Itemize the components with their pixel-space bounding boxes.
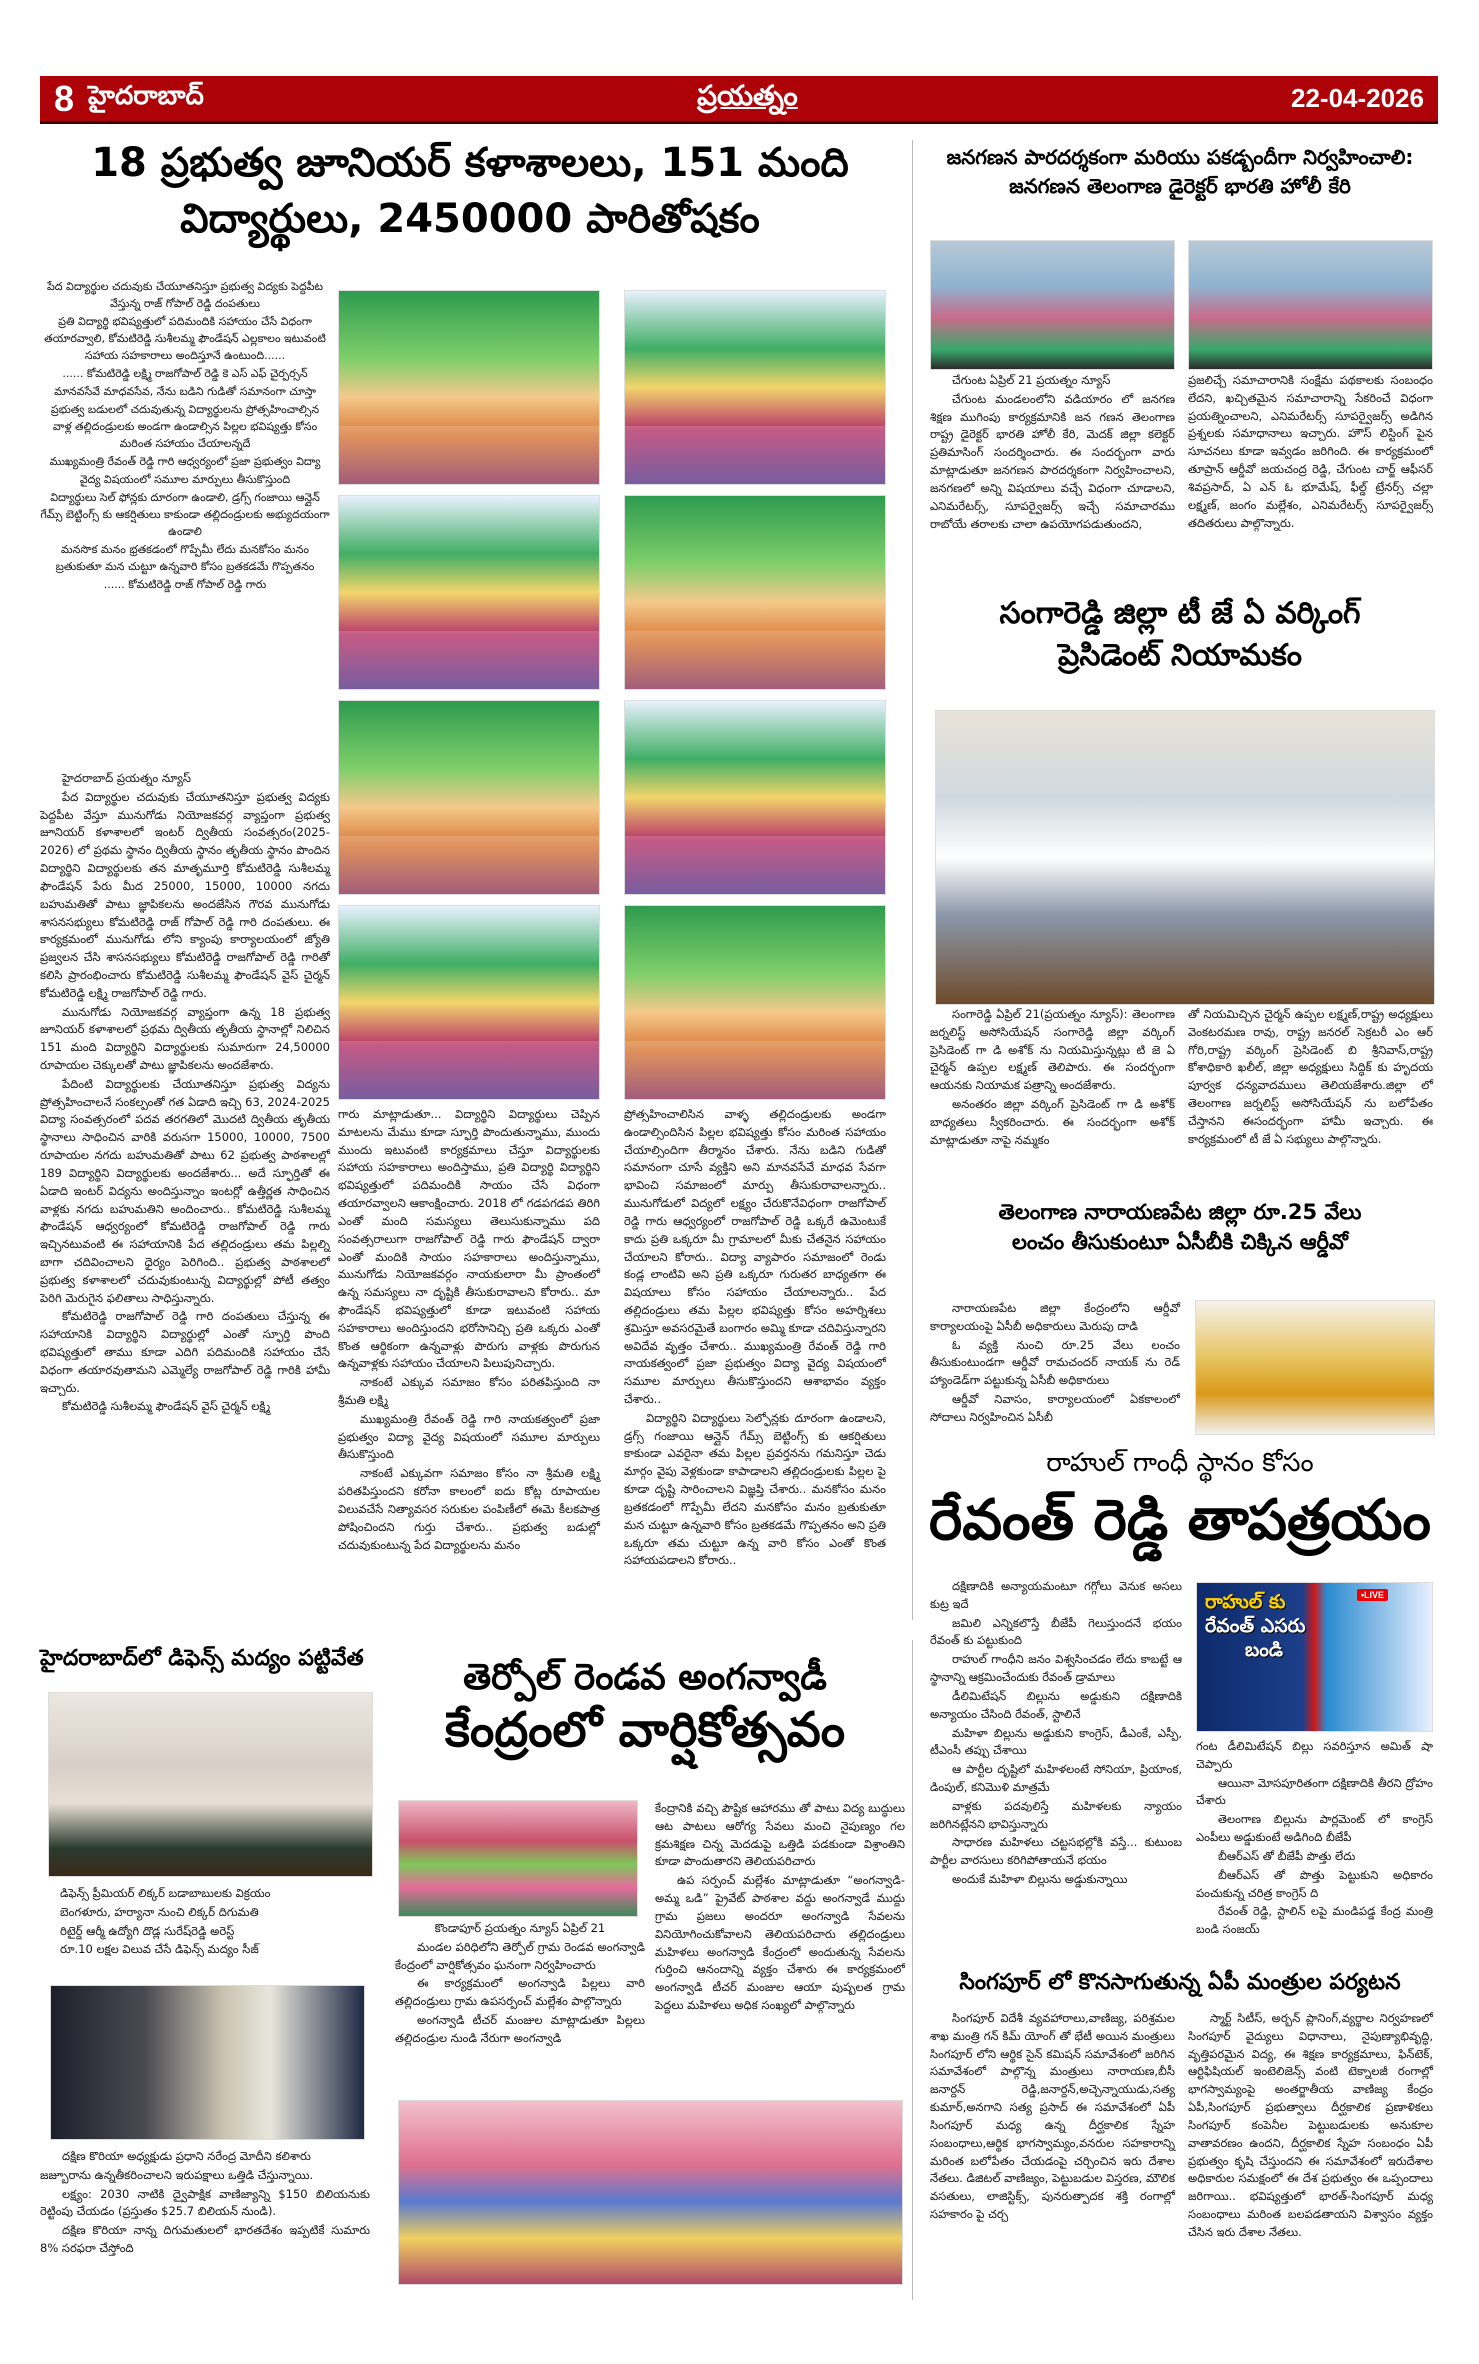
paragraph: మునుగోడు నియోజకవర్గ వ్యాప్తంగా ఉన్న 18 ప్రభుత్వ జూనియర్ కళాశాలలో ప్రథమ ద్వితీయ తృతీయ స్థానాల్లో నిలిచిన 151 మంది విద్యార్థిని విద్యార్థులకు సుమారుగా 24,50000 రూపాయల చెక్కులతో పాటు జ్ఞాపికలను అందజేశారు. (40, 1004, 330, 1072)
paragraph: తెలంగాణ బిల్లును పార్లమెంట్ లో కాంగ్రెస్ ఎంపీలు అడ్డుకుంటే అడిగింది బీజేపీ (1196, 1812, 1433, 1845)
column-divider (912, 140, 913, 1620)
paragraph: రాహుల్ గాంధీని జనం విశ్వసించడం లేదు కాబట్టే ఆ స్థానాన్ని ఆక్రమించేందుకు రేవంత్ డ్రామాలు (930, 1652, 1182, 1685)
paragraph: చేగుంట మండలంలోని వడియారం లో జనగణ శిక్షణ ముగింపు కార్యక్రమానికి జన గణన తెలంగాణ రాష్ట్ర డైరెక్టర్ భారతి హోలీ కేరి, మెదక్ జిల్లా కలెక్టర్ ప్రతిమాసింగ్ సందర్శించారు. ఈ సందర్భంగా వారు మాట్లాడుతూ జనగణన పారదర్శకంగా నిర్వహించాలని, జనగణలో అన్ని విషయాలు వచ్చే విధంగా చూడాలని, ఎనిమరేటర్స్, సూపర్వైజర్స్ ఇచ్చే సమాచారము రాబోయే తరాలకు చాలా ఉపయోగపడుతుందని, (930, 391, 1175, 531)
anganwadi-right-body (655, 1800, 905, 2016)
census-headline-line2: జనగణన తెలంగాణ డైరెక్టర్ భారతి హోలీ కేరి (1009, 174, 1351, 198)
paragraph: దక్షిణాదికి అన్యాయమంటూ గగ్గోలు వెనుక అసలు కుట్ర ఇదే (930, 1579, 1182, 1611)
tja-story-column-1 (930, 1006, 1175, 1151)
photo-award-ceremony-4 (624, 495, 886, 690)
masthead-bar (40, 76, 1438, 124)
photo-award-ceremony-5 (338, 700, 600, 895)
paragraph: కోమటిరెడ్డి రాజగోపాల్ రెడ్డి గారి దంపతులు చేస్తున్న ఈ సహాయానికి విద్యార్థిని విద్యార్థుల్లో ఎంతో స్ఫూర్తి పొంది భవిష్యత్తులో తాము కూడా ఎదిగి పదిమందికి సహాయం చేసే విధంగా తయారవుతామని ఎమ్మెల్యే రాజగోపాల్ రెడ్డి గారికి హామీ ఇచ్చారు. (40, 1309, 330, 1395)
paragraph: స్మార్ట్ సిటీస్, అర్బన్ ప్లానింగ్,వ్యర్థాల నిర్వహణలో సింగపూర్ వైద్యులు విధానాలు, నైపుణ్యాభివృద్ధి, వృత్తిపరమైన విద్య, ఈ శిక్షణ కార్యక్రమాలు, ఫిన్‌టెక్, ఆర్టిఫిషియల్ ఇంటెలిజెన్స్ వంటి టెక్నాలజీ రంగాల్లో భాగస్వామ్యంపై అంతర్జాతీయ వాణిజ్య కేంద్రం ఏపీ,సింగపూర్ ప్రభుత్వాలు దీర్ఘకాలిక ప్రణాళికలు సింగపూర్ కంపెనీల పెట్టుబడులకు అనుకూల వాతావరణం ఉందని, దీర్ఘకాలిక స్నేహ సంబంధం ఏపీ ప్రభుత్వం కృషి చేస్తుందని ఈ సమావేశంలో ఇరుదేశాల అధికారుల సమక్షంలో ఈ దేశ ప్రభుత్వం ఈ ఒప్పందాలు జరిగాయి.. భవిష్యత్తులో భారత్-సింగపూర్ మధ్య సంబంధాలు మరింత బలపడతాయని విశ్వాసం వ్యక్తం చేసిన ఇరు దేశాల నేతలు. (1188, 2011, 1433, 2239)
paragraph: విద్యార్థిని విద్యార్థులు సెల్ఫోన్లకు దూరంగా ఉండాలని, డ్రగ్స్ గంజాయి ఆన్లైన్ గేమ్స్ బెట్టింగ్స్ కు ఆకర్షితులు కాకుండా ఎవరైనా తమ పిల్లల ప్రవర్తనను గమనిస్తూ చెడు మార్గం వైపు వెళ్లకుండా కాపాడాలని తల్లిదండ్రులకు పిల్లల పై కూడా దృష్టి సారించాలని విజ్ఞప్తి చేశారు.. మనకోసం మనం బ్రతకడంలో గొప్పేమీ లేదని మనకోసం మనం బ్రతుకుతూ మన చుట్టూ ఉన్నవారి కోసం బ్రతకడమే గొప్పతనం అని ప్రతి ఒక్కరూ తమ చుట్టూ ఉన్న వారి కోసం ఎంతో కొంత సహాయపడాలని కోరారు.. (624, 1410, 886, 1568)
dateline: చేగుంట ఏప్రిల్ 21 ప్రయత్నం న్యూస్ (952, 373, 1111, 387)
paragraph: ముఖ్యమంత్రి రేవంత్ రెడ్డి గారి నాయకత్వంలో ప్రజా ప్రభుత్వం విద్యా వైద్య విషయంలో సమూల మార్పులు తీసుకొస్తుంది (338, 1411, 600, 1462)
highlight: ...... కోమటిరెడ్డి రాజ్ గోపాల్ రెడ్డి గారు (103, 577, 267, 591)
paragraph: సంగారెడ్డి ఏప్రిల్ 21(ప్రయత్నం న్యూస్): తెలంగాణ జర్నలిస్ట్ అసోసియేషన్ సంగారెడ్డి జిల్లా వర్కింగ్ ప్రెసిడెంట్ గా డి అశోక్ ను నియమిస్తున్నట్లు టి జె ఏ చైర్మన్ ఉప్పల లక్ష్మణ్ తెలిపారు. ఈ సందర్భంగా ఆయనకు నియామక పత్రాన్ని అందజేశారు. (930, 1007, 1175, 1093)
census-story-headline (920, 145, 1440, 203)
paragraph: ఆ పార్టీల దృష్టిలో మహిళలంటే సోనియా, ప్రియాంక, డింపుల్, కనిమొళి మాత్రమే (930, 1762, 1182, 1794)
thumbnail-line1: రాహుల్ కు (1205, 1591, 1286, 1613)
census-story-column-2 (1188, 372, 1433, 533)
acb-story-headline (920, 1200, 1440, 1260)
anganwadi-story-headline (380, 1655, 910, 1760)
revanth-story-body (930, 1578, 1182, 1890)
paragraph: వాళ్లకు పదవులిస్తే మహిళలకు న్యాయం జరిగినట్లేనని భావిస్తున్నారు (930, 1798, 1182, 1831)
photo-award-ceremony-1 (338, 290, 600, 485)
defence-story-headline: హైదరాబాద్‌లో డిఫెన్స్ మద్యం పట్టివేత (40, 1646, 364, 1671)
paragraph: ప్రోత్సహించాలిసిన వాళ్ళ తల్లిదండ్రులకు అండగా ఉండాల్సిందిసిన పిల్లల భవిష్యత్తు కోసం మరింత సహాయం చేయాల్సిందిగా తీర్మానం చేశారు. నేను బడిని గుడితో సమానంగా చూసే వ్యక్తిని అని మానవసేవే మాధవ సేవగా భావించి సమాజంలో మార్పు తీసుకురావాలన్నారు.. మునుగోడులో విద్యలో లక్ష్యం చేరుకొనేవిధంగా రాజగోపాల్ రెడ్డి గారు ఆధ్వర్యంలో రాజగోపాల్ రెడ్డి ఒక్కరే ఉమెంటుకే కాదు ప్రతి ఒక్కరూ మీ గ్రామాలలో మీకు చేతనైన సహాయం చేయాలని కోరారు.. విద్యా వ్యాపారం సమాజంలో రెండు కండ్ల లాంటివి అని ప్రతి ఒక్కరూ గురుతర బాధ్యతగా ఈ విషయాలు కోసం సహాయం చేయాలన్నారు.. పేద తల్లిదండ్రులు తమ పిల్లల భవిష్యత్తు కోసం అహర్నిశలు శ్రమిస్తూ అవసరమైతే బంగారం అమ్మి కూడా చదివిస్తున్నారని అవిదేవ వృత్తం చేశారు.. ముఖ్యమంత్రి రేవంత్ రెడ్డి గారి నాయకత్వంలో ప్రజా ప్రభుత్వం విద్యా వైద్య విషయంలో సమూల మార్పులు తీసుకొస్తుందని ఆశాభావం వ్యక్తం చేశారు.. (624, 1107, 886, 1406)
main-story-column-3 (624, 1106, 886, 1571)
section-name: హైదరాబాద్ (88, 80, 204, 111)
highlight: ప్రతి విద్యార్థి భవిష్యత్తులో పదిమందికి సహాయం చేసే విధంగా తయారవ్వాలి, కోమటిరెడ్డి సుశీలమ్మ ఫౌండేషన్ ఎల్లకాలం ఇటువంటి సహాయ సహకారాలు అందిస్తూనే ఉంటుంది...... (44, 315, 326, 363)
photo-award-ceremony-7 (338, 905, 600, 1100)
main-story-column-2 (338, 1106, 600, 1555)
issue-date: 22-04-2026 (1290, 83, 1424, 113)
tja-story-headline (920, 596, 1440, 680)
photo-korea-modi-meeting (50, 1985, 365, 2140)
anganwadi-headline-line2: కేంద్రంలో వార్షికోత్సవం (444, 1702, 846, 1758)
tja-story-column-2 (1188, 1006, 1433, 1150)
dateline: కొండాపూర్ ప్రయత్నం న్యూస్ ఏప్రిల్ 21 (434, 1921, 606, 1935)
acb-story-body (930, 1300, 1180, 1428)
paragraph: బెంగళూరు, హర్యానా నుంచి లిక్కర్ దిగుమతి (60, 1904, 259, 1919)
live-badge: •LIVE (1357, 1589, 1388, 1601)
photo-award-ceremony-8 (624, 905, 886, 1100)
photo-tja-appointment (935, 710, 1435, 1005)
anganwadi-headline-line1: తెర్పోల్ రెండవ అంగన్వాడీ (463, 1657, 827, 1698)
newspaper-name: ప్రయత్నం (697, 78, 798, 112)
paragraph: పేదింటి విద్యార్థులకు చేయూతనిస్తూ ప్రభుత్వ విద్యను ప్రోత్సహించాలనే సంకల్పంతో గత ఏడాది ఇచ్చి 63, 2024-2025 విద్యా సంవత్సరంలో పదవ తరగతిలో మొదటి ద్వితీయ తృతీయ స్థానాలు సాధించిన వారికి వరుసగా 15000, 10000, 7500 రూపాయల నగదు బహుమతితో పాటు 62 ప్రభుత్వ పాఠశాలల్లో 189 విద్యార్థిని విద్యార్థులకు అందజేశారు... అదే స్ఫూర్తితో ఈ ఏడాది ఇంటర్ విద్యను అందిస్తున్నాం ఇంటర్లో ఉత్తీర్ణత సాధించిన వాళ్లకు నగదు బహుమతిని అందించారు.. కోమటిరెడ్డి సుశీలమ్మ ఫౌండేషన్ ఆధ్వర్యంలో కోమటిరెడ్డి రాజగోపాల్ రెడ్డి గారు ఇచ్చినటువంటి ఈ సహాయానికి పేద తల్లిదండ్రులు తమ పిల్లల్ని బాగా చదివించాలని ధైర్యం పెరిగింది.. ప్రభుత్వ పాఠశాలలో ప్రభుత్వ కళాశాలలో చదువుకుంటున్న విద్యార్థుల్లో పోటీ తత్వం పెరిగి మెరుగైన ఫలితాలు సాధిస్తున్నారు. (40, 1076, 330, 1305)
revanth-story-headline: రేవంత్ రెడ్డి తాపత్రయం (929, 1488, 1431, 1553)
census-story-column-1 (930, 372, 1175, 534)
paragraph: గారు మాట్లాడుతూ... విద్యార్థిని విద్యార్థులు చెప్పిన మాటలను మేము కూడా స్ఫూర్తి పొందుతున్నాము, ముందు ముందు ఇటువంటి కార్యక్రమాలు చేస్తూ విద్యార్థులకు సహాయ సహకారాలు అందిస్తాము, ప్రతి విద్యార్థి విద్యార్థిని భవిష్యత్తులో పదిమందికి సాయం చేసే విధంగా తయారవ్వాలని ఆకాంక్షించారు. 2018 లో గడపగడప తిరిగి ఎంతో మంది సమస్యలు తెలుసుకున్నాము పది సంవత్సరాలుగా రాజగోపాల్ రెడ్డి గారు ఫౌండేషన్ ద్వారా ఎంతో మందికి సాయం సహకారాలు అందిస్తున్నాము, మునుగోడు నియోజకవర్గం నాయకులారా మీ ప్రాంతంలో ఉన్న సమస్యలు నా దృష్టికి తీసుకురావాలని కోరారు.. మా ఫౌండేషన్ భవిష్యత్తులో కూడా ఇటువంటి సహాయ సహకారాలు అందిస్తుందని భరోసానిచ్చి ప్రతి ఒక్కరు ఎంతో కొంత ఆర్థికంగా ఉన్నవాళ్లు పొరుగు వాళ్లకు పొరుగున ఉన్నవాళ్లకు సహాయం చేయాలని పిలుపునిచ్చారు. (338, 1107, 600, 1371)
thumbnail-line3: బండి (1245, 1638, 1283, 1661)
main-story-highlights (40, 278, 330, 594)
photo-award-ceremony-2 (624, 290, 886, 485)
paragraph: లక్ష్యం: 2030 నాటికి ద్వైపాక్షిక వాణిజ్యాన్ని $150 బిలియనుకు రెట్టింపు చేయడం (ప్రస్తుతం $25.7 బిలియన్ నుండి). (40, 2186, 370, 2219)
defence-story-body (60, 1885, 370, 1960)
thumbnail-caption (1205, 1591, 1306, 1662)
paragraph: ప్రజలిచ్చే సమాచారానికి సంక్షేమ పథకాలకు సంబంధం లేదని, ఖచ్చితమైన సమాచారాన్ని సేకరించే విధంగా ప్రయత్నించాలని, ఎనిమరేటర్స్ సూపర్వైజర్స్ అడిగిన ప్రశ్నలకు సమాధానాలు ఇచ్చారు. హౌస్ లిస్టింగ్ పైన సూచనలు కూడా ఇవ్వడం జరిగింది. ఈ కార్యక్రమంలో తూప్రాన్ ఆర్డీవో జయచంద్ర రెడ్డి, చేగుంట చార్జ్ ఆఫీసర్ శివప్రసాద్, ఏ ఎన్ ఓ భూమేష్, ఫీల్డ్ ట్రేనర్స్ చల్లా లక్ష్మణ్, జంగం మల్లేశం, ఎనిమరేటర్స్ సూపర్వైజర్స్ తదితరులు పాల్గొన్నారు. (1188, 373, 1433, 530)
paragraph: దక్షిణ కొరియా నాన్న దిగుమతులలో భారతదేశం ఇప్పటికే సుమారు 8% సరఫరా చేస్తోంది (40, 2223, 370, 2256)
column-divider (912, 1640, 913, 2300)
highlight: పేద విద్యార్థుల చదువుకు చేయూతనిస్తూ ప్రభుత్వ విద్యకు పెద్దపీట వేస్తున్న రాజ్ గోపాల్ రెడ్డి దంపతులు (46, 280, 324, 311)
paragraph: ఆర్డీవో నివాసం, కార్యాలయంలో ఏకకాలంలో సోదాలు నిర్వహించిన ఏసీబీ (930, 1392, 1180, 1424)
highlight: మానవసేవే మాధవసేవ, నేను బడిని గుడితో సమానంగా చూస్తా (54, 385, 316, 399)
tja-headline-line1: సంగారెడ్డి జిల్లా టీ జే ఏ వర్కింగ్ (999, 596, 1361, 631)
paragraph: డీలిమిటేషన్ బిల్లును అడ్డుకుని దక్షిణాదికి అన్యాయం చేసింది రేవంత్, స్టాలినే (930, 1688, 1182, 1721)
main-story-column-1 (40, 770, 330, 1417)
singapore-story-headline: సింగపూర్ లో కొనసాగుతున్న ఏపీ మంత్రుల పర్యటన (959, 1970, 1401, 1995)
paragraph: డిఫెన్స్ ప్రీమియర్ లిక్కర్ బడాబాబులకు విక్రయం (60, 1886, 271, 1900)
revanth-story-right-body (1196, 1738, 1433, 1940)
tja-headline-line2: ప్రెసిడెంట్ నియామకం (1058, 638, 1302, 673)
paragraph: మహిళా బిల్లును అడ్డుకుని కాంగ్రెస్, డీఎంకే, ఎస్పీ, టీఎంసీ తప్పు చేశాయి (930, 1725, 1182, 1758)
paragraph: ఉప సర్పంచ్ మల్లేశం మాట్లాడుతూ “అంగన్వాడి- అమ్మ ఒడి” ప్రైవేట్ పాఠశాల వద్దు అంగన్వాడే ముద్దు గ్రామ ప్రజలు అందరూ అంగన్వాడి సేవలను వినియోగించుకోవాలని తెలియపరిచారు తల్లిదండ్రులు మహిళలు అంగన్వాడి కేంద్రంలో అందుతున్న సేవలను గుర్తించి ఆనందాన్ని వ్యక్తం చేశారు ఈ కార్యక్రమంలో అంగన్వాడి టీచర్ మంజుల ఆయా పుష్పలత గ్రామ పెద్దలు మహిళలు అధిక సంఖ్యలో పాల్గొన్నారు (655, 1873, 905, 2012)
paragraph: అనంతరం జిల్లా వర్కింగ్ ప్రెసిడెంట్ గా డి అశోక్ బాధ్యతలు స్వీకరించారు. ఈ సందర్భంగా అశోక్ మాట్లాడుతూ నాపై నమ్మకం (930, 1097, 1175, 1147)
anganwadi-caption-body (395, 1920, 645, 2049)
photo-anganwadi-children (398, 2100, 903, 2285)
paragraph: బీఆర్ఎస్ తో బీజేపీ పొత్తు లేదు (1218, 1848, 1356, 1863)
paragraph: మండల పరిధిలోని తెర్పోల్ గ్రామ రెండవ అంగన్వాడి కేంద్రంలో వార్షికోత్సవం ఘనంగా నిర్వహించారు (395, 1939, 645, 1972)
paragraph: రేవంత్ రెడ్డి, స్టాలిన్ లపై మండిపడ్డ కేంద్ర మంత్రి బండి సంజయ్ (1196, 1904, 1433, 1937)
paragraph: దక్షిణ కొరియా అధ్యక్షుడు ప్రధాని నరేంద్ర మోదీని కలిశారు (62, 2149, 311, 2163)
highlight: ముఖ్యమంత్రి రేవంత్ రెడ్డి గారి ఆధ్వర్యంలో ప్రజా ప్రభుత్వం విద్యా వైద్య విషయంలో సమూల మార్పులు తీసుకొస్తుంది (49, 455, 321, 486)
photo-rdo-portrait (1195, 1300, 1435, 1435)
highlight: ...... కోమటిరెడ్డి లక్ష్మి రాజగోపాల్ రెడ్డి కె ఎస్ ఎఫ్ చైర్పర్సన్ (62, 367, 308, 381)
paragraph: అందుకే మహిళా బిల్లును అడ్డుకున్నాయి (952, 1872, 1128, 1886)
highlight: ప్రభుత్వ బడులలో చదువుతున్న విద్యార్థులను ప్రోత్సహించాల్సిన వాళ్ల తల్లిదండ్రులకు అండగా ఉండాల్సిన పిల్లల భవిష్యత్తు కోసం మరింత సహాయం చేయాలన్నదే (50, 403, 320, 451)
paragraph: రిటైర్డ్ ఆర్మీ ఉద్యోగి దొడ్ల సురేష్‌రెడ్డి అరెస్ట్ (60, 1923, 235, 1938)
highlight: విద్యార్థులు సెల్ ఫోన్లకు దూరంగా ఉండాలి, డ్రగ్స్ గంజాయి ఆన్లైన్ గేమ్స్ బెట్టింగ్స్ కు ఆకర్షితులు కాకుండా తల్లిదండ్రులకు అభ్యుదయంగా ఉండాలి (40, 490, 330, 538)
photo-award-ceremony-6 (624, 700, 886, 895)
paragraph: ఆయినా మోసపూరితంగా దక్షిణాదికి తీరని ద్రోహం చేశారు (1196, 1775, 1433, 1808)
paragraph: నాకంటే ఎక్కువ సమాజం కోసం పరితపిస్తుంది నా శ్రీమతి లక్ష్మి (338, 1375, 600, 1407)
main-headline-line1: 18 ప్రభుత్వ జూనియర్ కళాశాలలు, 151 మంది (91, 140, 849, 186)
paragraph: పేద విద్యార్థుల చదువుకు చేయూతనిస్తూ ప్రభుత్వ విద్యకు పెద్దపీట వేస్తూ మునుగోడు నియోజకవర్గ వ్యాప్తంగా ప్రభుత్వ జూనియర్ కళాశాలలో ఇంటర్ ద్వితీయ సంవత్సరం(2025-2026) లో ప్రథమ స్థానం ద్వితీయ స్థానం తృతీయ స్థానం పొందిన విద్యార్థిని విద్యార్థులకు తన మాతృమూర్తి కోమటిరెడ్డి సుశీలమ్మ ఫౌండేషన్ పేరు మీద 25000, 15000, 10000 నగదు బహుమతితో పాటు జ్ఞాపికలను అందజేసిన గౌరవ మునుగోడు శాసనసభ్యులు కోమటిరెడ్డి రాజ్ గోపాల్ రెడ్డి గారి దంపతులు. ఈ కార్యక్రమంలో మునుగోడు లోని క్యాంపు కార్యాలయంలో జ్యోతి ప్రజ్వలన చేసి శాసనసభ్యులు కోమటిరెడ్డి రాజగోపాల్ రెడ్డి గారితో కలిసి ప్రారంభించారు కోమటిరెడ్డి సుశీలమ్మ ఫౌండేషన్ వైస్ చైర్మన్ కోమటిరెడ్డి లక్ష్మి రాజగోపాల్ రెడ్డి గారు. (40, 789, 330, 1000)
revanth-story-kicker: రాహుల్ గాంధీ స్థానం కోసం (1046, 1448, 1314, 1478)
photo-census-training-1 (930, 240, 1175, 370)
paragraph: జమిలి ఎన్నికలొస్తే బీజేపీ గెలుస్తుందనే భయం రేవంత్ కు పట్టుకుంది (930, 1615, 1182, 1648)
paragraph: కోమటిరెడ్డి సుశీలమ్మ ఫౌండేషన్ వైస్ చైర్మన్ లక్ష్మి (62, 1399, 271, 1414)
photo-anganwadi-event (398, 1800, 638, 1917)
photo-census-training-2 (1188, 240, 1433, 370)
paragraph: రూ.10 లక్షల విలువ చేసే డిఫెన్స్ మద్యం సీజ్ (60, 1942, 259, 1957)
main-headline-line2: విద్యార్థులు, 2450000 పారితోషకం (180, 196, 760, 242)
census-headline-line1: జనగణన పారదర్శకంగా మరియు పకడ్బందీగా నిర్వహించాలి: (946, 145, 1414, 169)
paragraph: ఓ వ్యక్తి నుంచి రూ.25 వేలు లంచం తీసుకుంటుండగా ఆర్డీవో రామచందర్ నాయక్ ను రెడ్ హ్యాండెడ్‌గా పట్టుకున్న ఏసీబీ అధికారులు (930, 1337, 1180, 1388)
singapore-story-column-1 (930, 2010, 1175, 2225)
paragraph: తో నియమిచ్చిన చైర్మన్ ఉప్పల లక్ష్మణ్,రాష్ట్ర అధ్యక్షులు వెంకటరమణ రావు, రాష్ట్ర జనరల్ సెక్రటరీ ఎం ఆర్ గోరి,రాష్ట్ర వర్కింగ్ ప్రెసిడెంట్ బి శ్రీనివాస్,రాష్ట్ర కోశాధికారి ఖలీల్, జిల్లా అధ్యక్షులు సిద్ధిక్ కు హృదయ పూర్వక ధన్యవాదములు తెలియజేశారు.జిల్లా లో తెలంగాణ జర్నలిస్ట్ అసోసియేషన్ ను బలోపేతం చేస్తానని ఈసందర్భంగా హామీ ఇచ్చారు. ఈ కార్యక్రమంలో టీ జే ఏ సభ్యులు పాల్గొన్నారు. (1188, 1007, 1433, 1146)
paragraph: బీఆర్ఎస్ తో పొత్తు పెట్టుకుని అధికారం పంచుకున్న చరిత్ర కాంగ్రెస్ ది (1196, 1867, 1433, 1900)
page-number: 8 (54, 77, 75, 119)
photo-rahul-revanth-thumbnail (1196, 1582, 1433, 1732)
paragraph: కేంద్రానికి వచ్చి పౌష్టిక ఆహారము తో పాటు విద్య బుద్ధులు ఆట పాటలు ఆరోగ్య సేవలు మంచి నైపుణ్యం గల క్రమశిక్షణ చిన్న మెదడుపై ఒత్తిడి పడకుండా విశ్రాంతిని కూడా పొందుతారని తెలియపరిచారు (655, 1801, 905, 1869)
dateline: హైదరాబాద్ ప్రయత్నం న్యూస్ (62, 771, 191, 785)
paragraph: ఈ కార్యక్రమంలో అంగన్వాడి పిల్లలు వారి తల్లిదండ్రులు గ్రామ ఉపసర్పంచ్ మల్లేశం పాల్గొన్నారు (395, 1976, 645, 2009)
highlight: మనసొక మనం భ్రతకడంలో గొప్పేమీ లేదు మనకోసం మనం బ్రతుకుతూ మన చుట్టూ ఉన్నవారి కోసం బ్రతకడమే గొప్పతనం (55, 542, 315, 573)
acb-headline-line1: తెలంగాణ నారాయణపేట జిల్లా రూ.25 వేలు (998, 1200, 1362, 1224)
thumbnail-line2: రేవంత్ ఎసరు (1205, 1614, 1306, 1637)
singapore-story-column-2 (1188, 2010, 1433, 2243)
paragraph: నాకంటే ఎక్కువగా సమాజం కోసం నా శ్రీమతి లక్ష్మి పరితపిస్తుందని కరోనా కాలంలో ఐదు కోట్ల రూపాయల విలువచేసే నిత్యావసర సరుకుల పంపిణీలో ఈమె కీలకపాత్ర పోషించిందని గుర్తు చేశారు.. ప్రభుత్వ బడుల్లో చదువుకుంటున్న పేద విద్యార్థులను మనం (338, 1466, 600, 1552)
acb-headline-line2: లంచం తీసుకుంటూ ఏసీబీకి చిక్కిన ఆర్డీవో (1012, 1230, 1348, 1254)
korea-story-body (40, 2148, 370, 2259)
paragraph: గంట డీలిమిటేషన్ బిల్లు సవరిస్తూన అమిత్ షా చెప్పారు (1196, 1739, 1433, 1771)
main-story-headline (40, 140, 900, 252)
paragraph: అంగన్వాడి టీచర్ మంజుల మాట్లాడుతూ పిల్లలు తల్లిదండ్రుల నుండి నేరుగా అంగన్వాడి (395, 2013, 645, 2045)
photo-award-ceremony-3 (338, 495, 600, 690)
paragraph: సింగపూర్ విదేశీ వ్యవహారాలు,వాణిజ్య, పరిశ్రమల శాఖ మంత్రి గన్ కిమ్ యోంగ్ తో భేటీ అయిన మంత్రులు సింగపూర్ లోని ఆర్థిక సైన్ కమిషన్ సమావేశంలో జరిగిన సమావేశంలో పాల్గొన్న మంత్రులు నారాయణ,బీసీ జనార్దన్ రెడ్డి,జనార్దన్,అచ్చెన్నాయుడు,సత్య కుమార్,అనగాని సత్య ప్రసాద్ ఈ సమావేశంలో ఏపీ సింగపూర్ మధ్య ఉన్న దీర్ఘకాలిక స్నేహ సంబంధాలు,ఆర్థిక భాగస్వామ్యం,వనరుల సహకారాన్ని మరింత బలోపేతం చేయడంపై చర్చించిన ఇరు దేశాల నేతలు. డిజిటల్ వాణిజ్యం, పెట్టుబడుల విస్తరణ, మౌలిక వసతులు, లాజిస్టిక్స్, పునరుత్పాదక శక్తి రంగాల్లో సహకారం పై చర్చ (930, 2011, 1175, 2221)
paragraph: నారాయణపేట జిల్లా కేంద్రంలోని ఆర్డీవో కార్యాలయంపై ఏసీబీ అధికారులు మెరుపు దాడి (930, 1301, 1180, 1333)
paragraph: సాధారణ మహిళలు చట్టసభల్లోకి వస్తే... కుటుంబ పార్టీల వారసులు కరిగిపోతాయనే భయం (930, 1835, 1182, 1868)
paragraph: జజ్బూరాను ఉన్నతీకరించాలని ఇరుపక్షాలు ఒత్తిడి చేస్తున్నాయి. (40, 2167, 314, 2182)
photo-defence-liquor-seizure (48, 1692, 373, 1877)
